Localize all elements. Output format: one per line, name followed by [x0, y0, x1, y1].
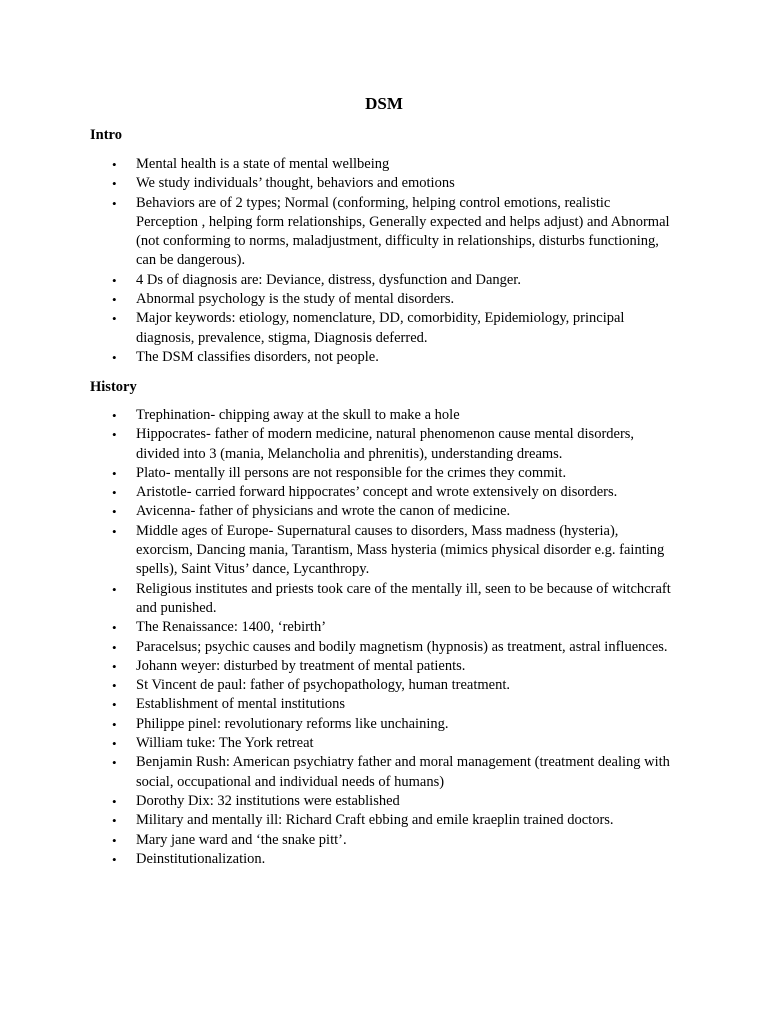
bullet-icon: • [112, 176, 117, 192]
bullet-icon: • [112, 465, 117, 481]
bullet-icon: • [112, 485, 117, 501]
list-item-text: We study individuals’ thought, behaviors and emotions [136, 175, 455, 192]
list-item [0, 483, 671, 502]
list-item-text: Behaviors are of 2 types; Normal (conforming, helping control emotions, realistic Perception , helping form relationships, Generally expected and helps adjust) and Abnormal (not conforming to norms, maladjustment, difficulty in relationships, disturbs functioning, can be dangerous). [136, 194, 670, 269]
section-heading-history: History [90, 379, 137, 395]
list-item-text: The Renaissance: 1400, ‘rebirth’ [136, 619, 327, 636]
list-item [0, 464, 671, 483]
list-item-text: Middle ages of Europe- Supernatural causes to disorders, Mass madness (hysteria), exorcism, Dancing mania, Tarantism, Mass hysteria (mimics physical disorder e.g. fainting spells), Saint Vitus’ dance, Lycanthropy. [136, 522, 665, 578]
list-item-text: The DSM classifies disorders, not people. [136, 348, 379, 365]
list-item [0, 271, 671, 290]
list-item [0, 695, 671, 714]
list-item [0, 638, 671, 657]
list-item [0, 811, 671, 830]
intro-bullet-list [0, 155, 768, 367]
list-item-text: Deinstitutionalization. [136, 850, 266, 867]
bullet-icon: • [112, 349, 117, 365]
list-item-text: St Vincent de paul: father of psychopathology, human treatment. [136, 677, 511, 694]
list-item [0, 715, 671, 734]
bullet-icon: • [112, 851, 117, 867]
list-item-text: Philippe pinel: revolutionary reforms like unchaining. [136, 715, 449, 732]
bullet-icon: • [112, 736, 117, 752]
bullet-icon: • [112, 639, 117, 655]
bullet-icon: • [112, 523, 117, 539]
list-item-text: Major keywords: etiology, nomenclature, DD, comorbidity, Epidemiology, principal diagnosis, prevalence, stigma, Diagnosis deferred. [136, 310, 625, 346]
list-item-text: Hippocrates- father of modern medicine, natural phenomenon cause mental disorders, divided into 3 (mania, Melancholia and phrenitis), understanding dreams. [136, 426, 635, 462]
list-item [0, 580, 671, 619]
bullet-icon: • [112, 697, 117, 713]
bullet-icon: • [112, 581, 117, 597]
section-heading-intro: Intro [90, 127, 122, 143]
bullet-icon: • [112, 832, 117, 848]
list-item-text: Trephination- chipping away at the skull to make a hole [136, 407, 460, 423]
history-bullet-list [0, 406, 768, 869]
list-item-text: Aristotle- carried forward hippocrates’ concept and wrote extensively on disorders. [136, 484, 618, 501]
document-title: DSM [365, 94, 403, 113]
bullet-icon: • [112, 272, 117, 288]
list-item [0, 618, 671, 637]
list-item [0, 502, 671, 521]
list-item-text: William tuke: The York retreat [136, 735, 314, 752]
list-item-text: Benjamin Rush: American psychiatry father and moral management (treatment dealing with social, occupational and individual needs of humans) [136, 754, 670, 790]
list-item [0, 174, 671, 193]
list-item [0, 676, 671, 695]
list-item-text: Johann weyer: disturbed by treatment of mental patients. [136, 657, 466, 674]
list-item-text: Dorothy Dix: 32 institutions were established [136, 792, 400, 809]
list-item-text: Mary jane ward and ‘the snake pitt’. [136, 831, 347, 848]
list-item-text: Paracelsus; psychic causes and bodily magnetism (hypnosis) as treatment, astral influences. [136, 638, 668, 655]
list-item-text: Avicenna- father of physicians and wrote the canon of medicine. [136, 503, 511, 520]
list-item-text: Abnormal psychology is the study of mental disorders. [136, 291, 455, 308]
list-item [0, 406, 671, 425]
bullet-icon: • [112, 504, 117, 520]
list-item-text: Religious institutes and priests took care of the mentally ill, seen to be because of witchcraft and punished. [136, 580, 671, 616]
list-item-text: Military and mentally ill: Richard Craft ebbing and emile kraeplin trained doctors. [136, 812, 614, 829]
list-item [0, 792, 671, 811]
list-item [0, 194, 671, 271]
list-item [0, 831, 671, 850]
list-item [0, 522, 671, 580]
bullet-icon: • [112, 716, 117, 732]
list-item-text: 4 Ds of diagnosis are: Deviance, distress, dysfunction and Danger. [136, 271, 521, 288]
bullet-icon: • [112, 678, 117, 694]
bullet-icon: • [112, 813, 117, 829]
list-item [0, 734, 671, 753]
list-item [0, 155, 671, 174]
list-item [0, 425, 671, 464]
bullet-icon: • [112, 311, 117, 327]
bullet-icon: • [112, 793, 117, 809]
bullet-icon: • [112, 408, 117, 423]
bullet-icon: • [112, 195, 117, 211]
list-item [0, 290, 671, 309]
list-item [0, 309, 671, 348]
bullet-icon: • [112, 755, 117, 771]
list-item [0, 657, 671, 676]
bullet-icon: • [112, 292, 117, 308]
list-item-text: Mental health is a state of mental wellbeing [136, 156, 390, 172]
list-item [0, 850, 671, 869]
bullet-icon: • [112, 157, 117, 172]
bullet-icon: • [112, 620, 117, 636]
list-item [0, 753, 671, 792]
bullet-icon: • [112, 658, 117, 674]
list-item [0, 348, 671, 367]
list-item-text: Establishment of mental institutions [136, 696, 346, 713]
bullet-icon: • [112, 427, 117, 443]
list-item-text: Plato- mentally ill persons are not responsible for the crimes they commit. [136, 464, 567, 481]
